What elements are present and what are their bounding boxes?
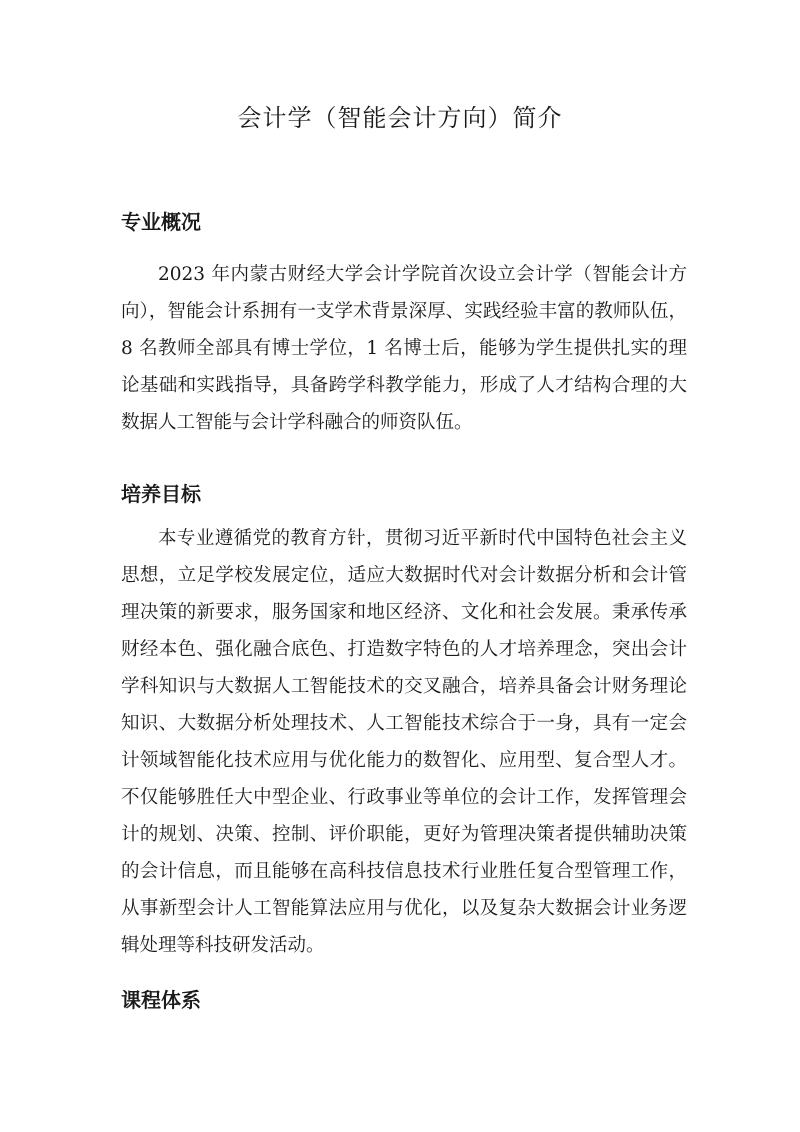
paragraph-line: 学科知识与大数据人工智能技术的交叉融合，培养具备会计财务理论 xyxy=(121,676,687,697)
paragraph-line: 计领域智能化技术应用与优化能力的数智化、应用型、复合型人才。 xyxy=(121,750,687,771)
paragraph-line: 知识、大数据分析处理技术、人工智能技术综合于一身，具有一定会 xyxy=(121,713,687,734)
paragraph-line: 8 名教师全部具有博士学位，1 名博士后，能够为学生提供扎实的理 xyxy=(121,338,687,359)
paragraph-overview xyxy=(121,256,687,441)
paragraph-line: 的会计信息，而且能够在高科技信息技术行业胜任复合型管理工作， xyxy=(121,861,687,882)
paragraph-line: 辑处理等科技研发活动。 xyxy=(121,935,325,956)
paragraph-line: 财经本色、强化融合底色、打造数字特色的人才培养理念，突出会计 xyxy=(121,639,687,660)
paragraph-line: 向），智能会计系拥有一支学术背景深厚、实践经验丰富的教师队伍， xyxy=(121,301,687,322)
paragraph-objectives xyxy=(121,520,687,964)
paragraph-line: 2023 年内蒙古财经大学会计学院首次设立会计学（智能会计方 xyxy=(158,264,687,285)
paragraph-line: 理决策的新要求，服务国家和地区经济、文化和社会发展。秉承传承 xyxy=(121,602,687,623)
paragraph-line: 思想，立足学校发展定位，适应大数据时代对会计数据分析和会计管 xyxy=(121,565,687,586)
section-heading-overview: 专业概况 xyxy=(121,210,201,234)
paragraph-line: 计的规划、决策、控制、评价职能，更好为管理决策者提供辅助决策 xyxy=(121,824,687,845)
paragraph-line: 从事新型会计人工智能算法应用与优化，以及复杂大数据会计业务逻 xyxy=(121,898,687,919)
section-heading-curriculum: 课程体系 xyxy=(121,988,201,1012)
section-heading-objectives: 培养目标 xyxy=(121,482,201,506)
paragraph-line: 不仅能够胜任大中型企业、行政事业等单位的会计工作，发挥管理会 xyxy=(121,787,687,808)
document-title: 会计学（智能会计方向）简介 xyxy=(237,104,563,132)
paragraph-line: 论基础和实践指导，具备跨学科教学能力，形成了人才结构合理的大 xyxy=(121,375,687,396)
paragraph-line: 数据人工智能与会计学科融合的师资队伍。 xyxy=(121,412,473,433)
paragraph-line: 本专业遵循党的教育方针，贯彻习近平新时代中国特色社会主义 xyxy=(158,528,687,549)
